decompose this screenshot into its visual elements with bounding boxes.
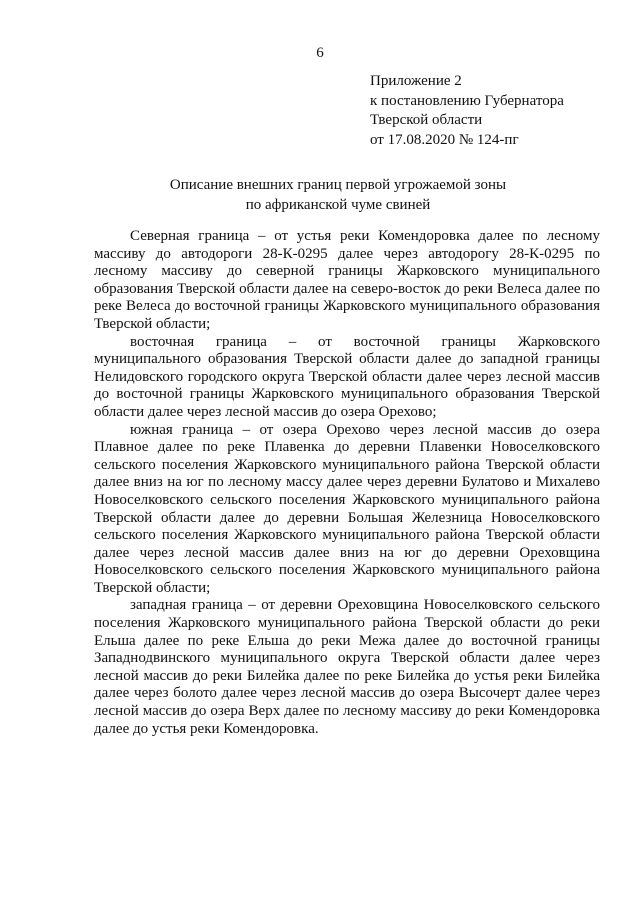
attachment-header: [370, 72, 630, 150]
document-title: [0, 176, 640, 215]
paragraph-west-border: западная граница – от деревни Ореховщина Новоселковского сельского поселения Жарковского муниципального района Тверской области до реки Ельша далее по реке Ельша до реки Межа далее до восточной границы Западнодвинского муниципального округа Тверской области далее через лесной массив до реки Билейка далее по реке Билейка до устья реки Билейка далее через болото далее через лесной массив до озера Высочерт далее через лесной массив до озера Верх далее по лесному массиву до реки Комендоровка далее до устья реки Комендоровка.: [94, 597, 600, 737]
document-body: [94, 228, 600, 738]
title-line-2: по африканской чуме свиней: [245, 196, 431, 213]
attachment-line-4: от 17.08.2020 № 124-пг: [370, 131, 519, 148]
attachment-line-2: к постановлению Губернатора: [370, 92, 564, 109]
page-number: 6: [316, 45, 324, 61]
paragraph-south-border: южная граница – от озера Орехово через лесной массив до озера Плавное далее по реке Плавенка до деревни Плавенки Новоселковского сельского поселения Жарковского муниципального района Тверской области далее вниз на юг по лесному массу далее через деревни Булатово и Михалево Новоселковского сельского поселения Жарковского муниципального района Тверской области далее до деревни Большая Железница Новоселковского сельского поселения Жарковского муниципального района Тверской области далее через лесной массив далее вниз на юг до деревни Ореховщина Новоселковского сельского поселения Жарковского муниципального района Тверской области;: [94, 421, 600, 596]
title-line-1: Описание внешних границ первой угрожаемой зоны: [169, 177, 507, 193]
paragraph-north-border: Северная граница – от устья реки Комендоровка далее по лесному массиву до автодороги 28-К-0295 далее через автодорогу 28-К-0295 по лесному массиву до северной границы Жарковского муниципального образования Тверской области далее на северо-восток до реки Велеса далее по реке Велеса до восточной границы Жарковского муниципального образования Тверской области;: [94, 228, 600, 332]
attachment-line-1: Приложение 2: [370, 73, 462, 89]
attachment-line-3: Тверской области: [370, 112, 483, 128]
paragraph-east-border: восточная граница – от восточной границы Жарковского муниципального образования Тверской области далее до западной границы Нелидовского городского округа Тверской области далее через лесной массив до восточной границы Жарковского муниципального образования Тверской области далее через лесной массив до озера Орехово;: [94, 333, 600, 420]
